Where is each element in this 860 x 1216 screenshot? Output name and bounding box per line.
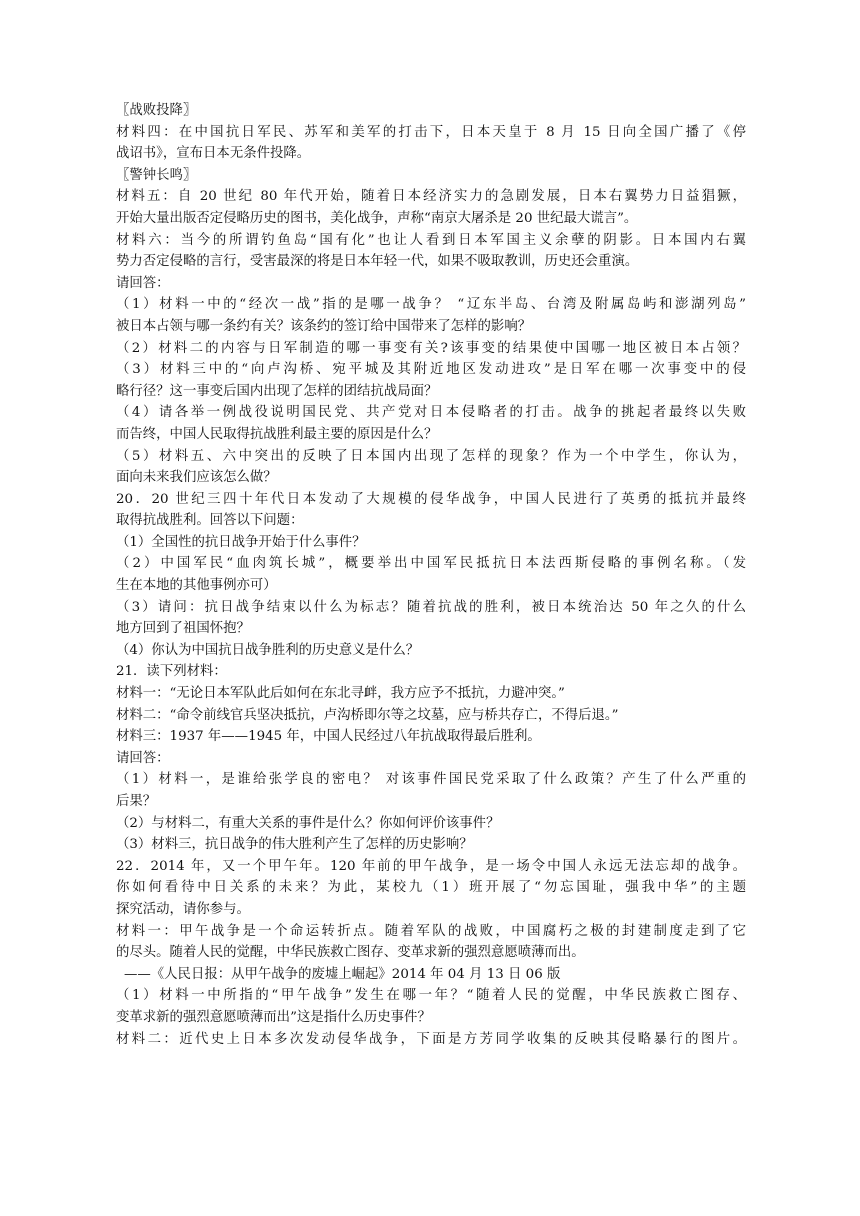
question-line: （1）材料一中的“经次一战”指的是哪一战争？ “辽东半岛、台湾及附属岛屿和澎湖列岛” xyxy=(116,297,746,313)
section-heading: 〖战败投降〗 xyxy=(116,103,197,118)
text-line: 材料六：当今的所谓钓鱼岛“国有化”也让人看到日本军国主义余孽的阴影。日本国内右翼 xyxy=(116,232,746,248)
question-line: （4）你认为中国抗日战争胜利的历史意义是什么？ xyxy=(116,642,420,658)
prompt-line: 请回答： xyxy=(116,275,170,291)
material-line: 材料二：“命令前线官兵坚决抵抗，卢沟桥即尔等之坟墓，应与桥共存亡，不得后退。” xyxy=(116,707,619,723)
question-line: （4）请各举一例战役说明国民党、共产党对日本侵略者的打击。战争的挑起者最终以失败 xyxy=(116,405,746,421)
text-line: 战诏书》，宣布日本无条件投降。 xyxy=(116,146,311,162)
prompt-line: 请回答： xyxy=(116,750,170,766)
text-line: 开始大量出版否定侵略历史的图书，美化战争，声称“南京大屠杀是 20 世纪最大谎言”。 xyxy=(116,210,638,226)
question-line: 面向未来我们应该怎么做？ xyxy=(116,470,277,486)
question-21-stem: 21．读下列材料： xyxy=(116,664,227,680)
text-line: 材料五：自 20 世纪 80 年代开始，随着日本经济实力的急剧发展，日本右翼势力日益猖獗， xyxy=(116,189,746,205)
question-line: 而告终，中国人民取得抗战胜利最主要的原因是什么？ xyxy=(116,426,438,442)
section-heading: 〖警钟长鸣〗 xyxy=(116,167,197,183)
question-line: （3）材料三，抗日战争的伟大胜利产生了怎样的历史影响？ xyxy=(116,837,473,853)
question-line: （1）材料一中所指的“甲午战争”发生在哪一年？“随着人民的觉醒，中华民族救亡图存、 xyxy=(116,988,746,1004)
question-20-stem: 取得抗战胜利。回答以下问题： xyxy=(116,513,304,529)
text-line: 材料四：在中国抗日军民、苏军和美军的打击下，日本天皇于 8 月 15 日向全国广播了《停 xyxy=(116,124,746,140)
question-line: （1）全国性的抗日战争开始于什么事件？ xyxy=(116,534,366,550)
question-line: （3）请问：抗日战争结束以什么为标志？随着抗战的胜利，被日本统治达 50 年之久的什么 xyxy=(116,599,746,615)
question-line: 生在本地的其他事例亦可） xyxy=(116,578,277,594)
material-line: 材料一：甲午战争是一个命运转折点。随着军队的战败，中国腐朽之极的封建制度走到了它 xyxy=(116,923,746,939)
question-line: 变革求新的强烈意愿喷薄而出”这是指什么历史事件？ xyxy=(116,1009,431,1025)
question-line: （2）与材料二，有重大关系的事件是什么？你如何评价该事件？ xyxy=(116,815,500,831)
text-line: 势力否定侵略的言行，受害最深的将是日本年轻一代，如果不吸取教训，历史还会重演。 xyxy=(116,254,639,270)
document-page xyxy=(116,100,746,1050)
question-line: （5）材料五、六中突出的反映了日本国内出现了怎样的现象？作为一个中学生，你认为， xyxy=(116,448,746,464)
material-line: 材料一：“无论日本军队此后如何在东北寻衅，我方应予不抵抗，力避冲突。” xyxy=(116,686,565,702)
question-line: 地方回到了祖国怀抱？ xyxy=(116,621,250,637)
question-20-stem: 20．20 世纪三四十年代日本发动了大规模的侵华战争，中国人民进行了英勇的抵抗并最终 xyxy=(116,491,746,507)
question-line: （2）中国军民“血肉筑长城”，概要举出中国军民抵抗日本法西斯侵略的事例名称。（发 xyxy=(116,556,746,572)
question-line: 被日本占领与哪一条约有关？该条约的签订给中国带来了怎样的影响？ xyxy=(116,318,532,334)
question-line: （1）材料一，是谁给张学良的密电？ 对该事件国民党采取了什么政策？产生了什么严重的 xyxy=(116,772,746,788)
question-line: （3）材料三中的“向卢沟桥、宛平城及其附近地区发动进攻”是日军在哪一次事变中的侵 xyxy=(116,362,746,378)
material-line: 材料二：近代史上日本多次发动侵华战争，下面是方芳同学收集的反映其侵略暴行的图片。 xyxy=(116,1031,746,1047)
material-line: 材料三：1937 年——1945 年，中国人民经过八年抗战取得最后胜利。 xyxy=(116,729,541,745)
material-line: 的尽头。随着人民的觉醒，中华民族救亡图存、变革求新的强烈意愿喷薄而出。 xyxy=(116,945,585,961)
question-22-stem: 探究活动，请你参与。 xyxy=(116,901,250,917)
question-line: 略行径？这一事变后国内出现了怎样的团结抗战局面？ xyxy=(116,383,438,399)
question-line: 后果？ xyxy=(116,794,157,809)
question-line: （2）材料二的内容与日军制造的哪一事变有关?该事变的结果使中国哪一地区被日本占领？ xyxy=(116,340,746,356)
question-22-stem: 你如何看待中日关系的未来？为此，某校九（1）班开展了“勿忘国耻，强我中华”的主题 xyxy=(116,880,746,896)
question-22-stem: 22．2014 年，又一个甲午年。120 年前的甲午战争，是一场令中国人永远无法忘却的战争。 xyxy=(116,858,746,874)
source-citation: ——《人民日报：从甲午战争的废墟上崛起》2014 年 04 月 13 日 06 版 xyxy=(124,966,561,982)
